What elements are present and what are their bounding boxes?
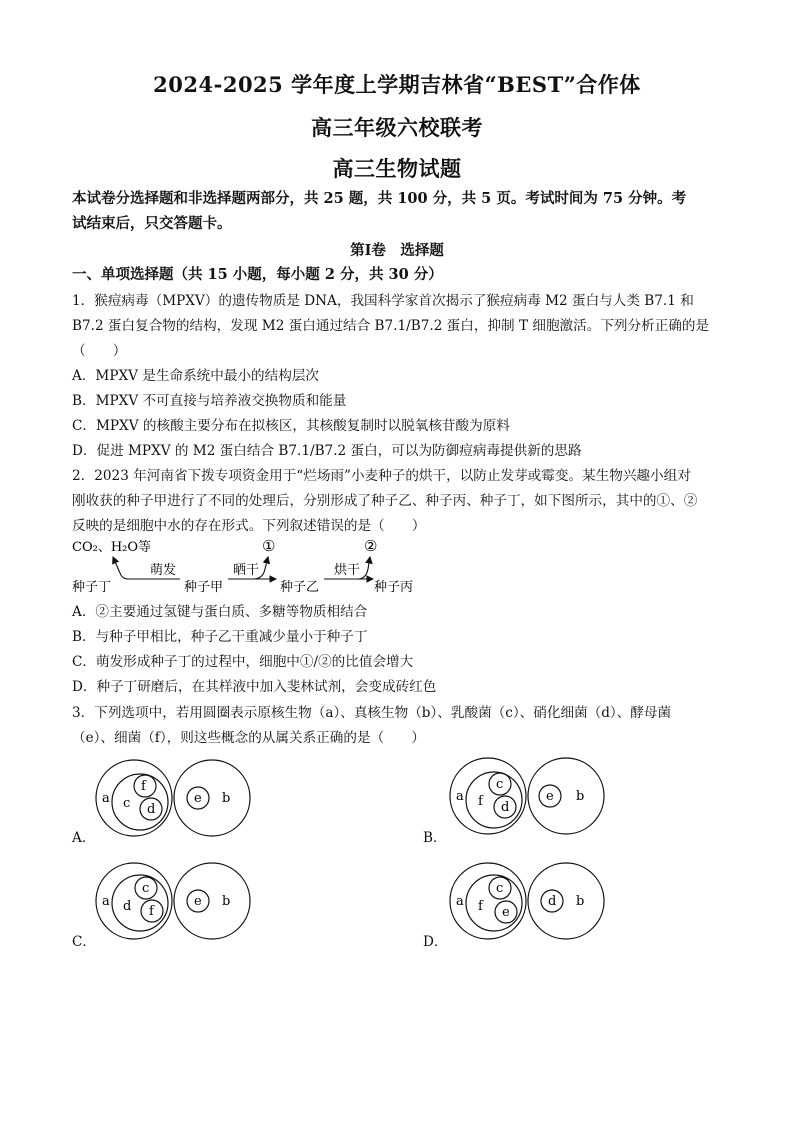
seed-ding-label: 种子丁 — [72, 580, 112, 595]
exam-title-line3: 高三生物试题 — [332, 156, 462, 181]
q3-stem-line1: 3．下列选项中，若用圆圈表示原核生物（a）、真核生物（b）、乳酸菌（c）、硝化细菌（d）、酵母菌 — [72, 705, 672, 721]
label-right-small: e — [194, 791, 202, 806]
co2-h2o-label: CO₂、H₂O等 — [72, 540, 152, 555]
seed-processing-diagram — [68, 535, 428, 597]
label-right: b — [222, 791, 231, 806]
q3-stem-line2: （e）、细菌（f），则这些概念的从属关系正确的是（ ） — [72, 730, 425, 746]
q2-stem-line3: 反映的是细胞中水的存在形式。下列叙述错误的是（ ） — [72, 518, 426, 534]
water-form-1-label: ① — [262, 537, 276, 555]
q2-option-a: A．②主要通过氢键与蛋白质、多糖等物质相结合 — [72, 604, 368, 620]
label-big: a — [102, 791, 110, 806]
label-right-small: e — [546, 789, 554, 804]
circle-b — [528, 863, 604, 939]
label-top: c — [142, 881, 150, 896]
q3-option-a-venn — [94, 758, 269, 838]
label-right-small: e — [194, 894, 202, 909]
q2-option-d: D．种子丁研磨后，在其样液中加入斐林试剂，会变成砖红色 — [72, 679, 437, 695]
q2-option-b: B．与种子甲相比，种子乙干重减少量小于种子丁 — [72, 629, 368, 645]
label-top: f — [141, 779, 146, 794]
q3-option-c-venn — [94, 861, 269, 941]
seed-jia-label: 种子甲 — [184, 580, 224, 595]
water-form-2-label: ② — [364, 537, 378, 555]
label-right: b — [222, 894, 231, 909]
q1-stem-line1: 1．猴痘病毒（MPXV）的遗传物质是 DNA，我国科学家首次揭示了猴痘病毒 M2 蛋白与人类 B7.1 和 — [72, 293, 694, 309]
label-top: c — [496, 777, 504, 792]
germinate-label: 萌发 — [150, 563, 177, 578]
label-mid: f — [478, 899, 483, 914]
q3-option-b-label: B． — [423, 830, 447, 846]
q3-option-d-label: D． — [423, 934, 448, 950]
q2-stem-line2: 刚收获的种子甲进行了不同的处理后，分别形成了种子乙、种子丙、种子丁，如下图所示，其中的①、② — [72, 493, 698, 509]
q3-option-a-label: A． — [72, 830, 96, 846]
label-bot: e — [502, 905, 510, 920]
q1-stem-line3: （ ） — [72, 343, 127, 359]
intro-line2: 试结束后，只交答题卡。 — [72, 215, 232, 232]
label-right: b — [576, 789, 585, 804]
seed-yi-label: 种子乙 — [280, 580, 320, 595]
volume-heading: 第Ⅰ卷 选择题 — [350, 242, 444, 259]
label-big: a — [456, 894, 464, 909]
circle-b — [174, 760, 250, 836]
label-right: b — [576, 894, 585, 909]
label-bot: d — [147, 802, 156, 817]
intro-line1: 本试卷分选择题和非选择题两部分，共 25 题，共 100 分，共 5 页。考试时间为 75 分钟。考 — [72, 190, 687, 207]
label-mid: f — [478, 794, 483, 809]
q1-option-b: B．MPXV 不可直接与培养液交换物质和能量 — [72, 393, 347, 409]
part1-heading: 一、单项选择题（共 15 小题，每小题 2 分，共 30 分） — [72, 266, 443, 283]
label-bot: d — [501, 800, 510, 815]
q3-option-d-venn — [448, 861, 623, 941]
bake-dry-label: 烘干 — [334, 563, 361, 578]
q2-option-c: C．萌发形成种子丁的过程中，细胞中①/②的比值会增大 — [72, 654, 414, 670]
exam-title-line2: 高三年级六校联考 — [311, 115, 483, 140]
q1-option-c: C．MPXV 的核酸主要分布在拟核区，其核酸复制时以脱氧核苷酸为原料 — [72, 418, 510, 434]
q1-option-a: A．MPXV 是生命系统中最小的结构层次 — [72, 368, 320, 384]
circle-mid — [466, 875, 522, 931]
q3-option-c-label: C． — [72, 934, 96, 950]
seed-bing-label: 种子丙 — [374, 580, 414, 595]
label-mid: c — [123, 796, 131, 811]
label-top: c — [496, 881, 504, 896]
q2-stem-line1: 2．2023 年河南省下拨专项资金用于“烂场雨”小麦种子的烘干，以防止发芽或霉变。某生物兴趣小组对 — [72, 468, 691, 484]
label-mid: d — [123, 899, 132, 914]
label-big: a — [102, 894, 110, 909]
label-bot: f — [149, 904, 154, 919]
label-right-small: d — [548, 894, 557, 909]
sun-dry-label: 晒干 — [233, 563, 260, 578]
q3-option-b-venn — [448, 756, 623, 836]
label-big: a — [456, 789, 464, 804]
q1-option-d: D．促进 MPXV 的 M2 蛋白结合 B7.1/B7.2 蛋白，可以为防御痘病毒提供新的思路 — [72, 443, 582, 459]
circle-b — [174, 863, 250, 939]
q1-stem-line2: B7.2 蛋白复合物的结构，发现 M2 蛋白通过结合 B7.1/B7.2 蛋白，抑制 T 细胞激活。下列分析正确的是 — [72, 318, 710, 334]
exam-title-line1: 2024-2025 学年度上学期吉林省“BEST”合作体 — [153, 72, 641, 97]
